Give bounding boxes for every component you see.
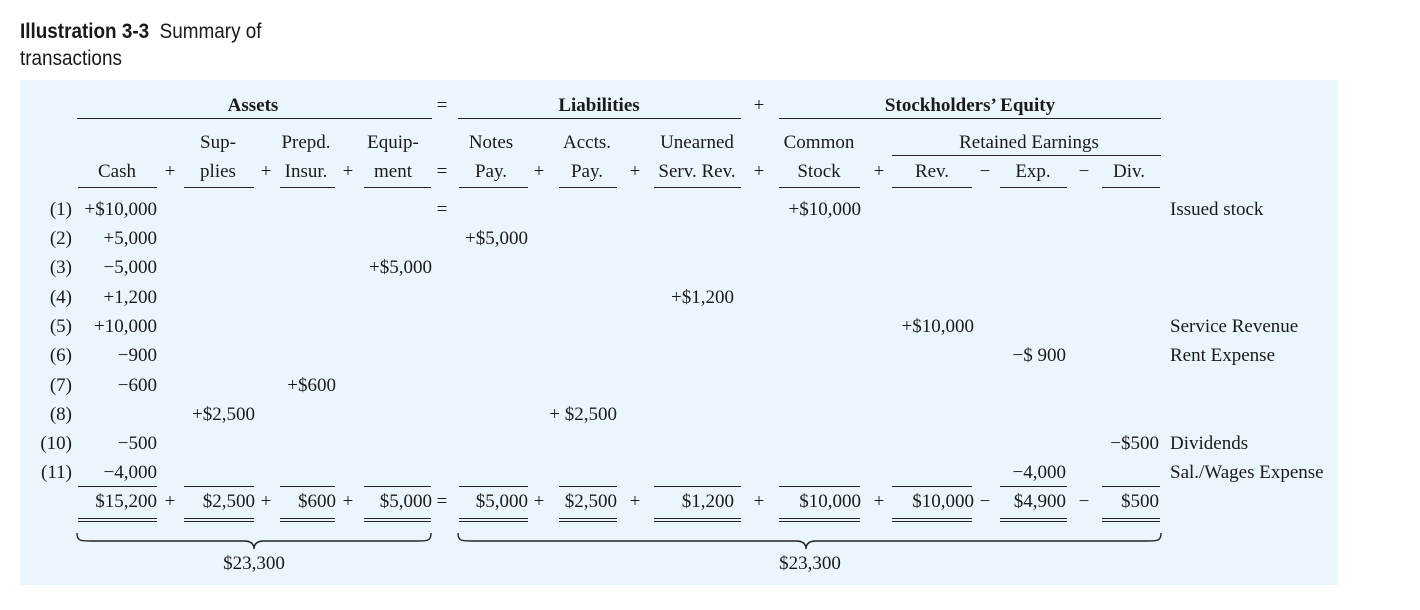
total-operator-6: + [753,491,765,512]
column-header-unearned-top: Unearned [660,132,734,153]
cell-cash: −5,000 [103,257,157,278]
cell-cash: +5,000 [103,228,157,249]
column-header-accts: Pay. [570,161,604,182]
assets-brace [77,533,431,549]
column-header-stock: Stock [797,161,841,182]
total-div: $500 [1121,491,1159,512]
total-assets-sum: $23,300 [223,553,285,574]
cell-cash: +10,000 [94,316,157,337]
illustration-caption-line1: Summary of [159,20,262,43]
cell-div: −$500 [1110,433,1159,454]
cell-cash: +1,200 [103,287,157,308]
cell-notes: +$5,000 [465,228,528,249]
total-operator-8: − [979,491,991,512]
transaction-explanation: Service Revenue [1170,316,1299,337]
total-accts: $2,500 [564,491,617,512]
equity-header: Stockholders’ Equity [884,95,1056,116]
transaction-number: (7) [49,375,72,396]
column-header-stock-top: Common [783,132,855,153]
transaction-number: (8) [49,404,72,425]
transaction-number: (10) [40,433,72,454]
column-header-notes-top: Notes [468,132,514,153]
column-header-prepaid: Insur. [284,161,328,182]
cell-equipment: +$5,000 [369,257,432,278]
total-operator-2: + [342,491,354,512]
column-header-exp: Exp. [1015,161,1051,182]
total-operator-0: + [164,491,176,512]
cell-cash: −4,000 [103,462,157,483]
total-supplies: $2,500 [202,491,255,512]
transaction-number: (5) [49,316,72,337]
transaction-explanation: Dividends [1170,433,1249,454]
column-header-cash: Cash [98,161,136,182]
header-operator-1: + [260,161,272,182]
transaction-number: (4) [49,287,72,308]
retained-earnings-header: Retained Earnings [959,132,1099,153]
header-operator-8: − [979,161,991,182]
total-operator-4: + [533,491,545,512]
column-header-supplies-top: Sup- [200,132,236,153]
header-operator-9: − [1078,161,1090,182]
column-header-unearned: Serv. Rev. [658,161,736,182]
transaction-number: (6) [49,345,72,366]
cell-cash: +$10,000 [84,199,157,220]
column-header-equipment: ment [374,161,412,182]
total-rev: $10,000 [912,491,974,512]
total-unearned: $1,200 [681,491,734,512]
column-header-div: Div. [1112,161,1146,182]
column-header-supplies: plies [200,161,236,182]
cell-unearned: +$1,200 [671,287,734,308]
transaction-explanation: Issued stock [1170,199,1264,220]
header-operator-2: + [342,161,354,182]
transaction-explanation: Rent Expense [1170,345,1276,366]
header-operator-3: = [436,161,448,182]
cell-cash: −500 [117,433,157,454]
total-operator-1: + [260,491,272,512]
assets-header: Assets [227,95,279,116]
total-cash: $15,200 [95,491,157,512]
row-equals-sign: = [436,199,448,220]
total-exp: $4,900 [1013,491,1066,512]
header-equals-sign: = [436,95,448,116]
column-header-notes: Pay. [474,161,508,182]
total-prepaid: $600 [298,491,336,512]
header-plus-sign: + [753,95,765,116]
column-header-accts-top: Accts. [562,132,612,153]
column-header-rev: Rev. [914,161,950,182]
header-operator-6: + [753,161,765,182]
liab-equity-brace [458,533,1161,549]
illustration-number: Illustration 3-3 [20,20,150,43]
total-operator-9: − [1078,491,1090,512]
column-header-prepaid-top: Prepd. [281,132,331,153]
transaction-explanation: Sal./Wages Expense [1170,462,1324,483]
transaction-number: (11) [41,462,72,483]
cell-supplies: +$2,500 [192,404,255,425]
cell-prepaid: +$600 [287,375,336,396]
transaction-number: (1) [49,199,72,220]
cell-exp: −4,000 [1012,462,1066,483]
transaction-number: (3) [49,257,72,278]
cell-exp: −$ 900 [1012,345,1066,366]
total-stock: $10,000 [799,491,861,512]
column-header-equipment-top: Equip- [367,132,419,153]
cell-cash: −600 [117,375,157,396]
cell-cash: −900 [117,345,157,366]
illustration-caption-line2: transactions [20,47,122,70]
transaction-number: (2) [49,228,72,249]
total-liabilities-equity-sum: $23,300 [779,553,841,574]
liabilities-header: Liabilities [558,95,640,116]
total-equipment: $5,000 [379,491,432,512]
header-operator-4: + [533,161,545,182]
cell-stock: +$10,000 [788,199,861,220]
header-operator-5: + [629,161,641,182]
total-operator-3: = [436,491,448,512]
header-operator-7: + [873,161,885,182]
total-notes: $5,000 [475,491,528,512]
cell-accts: + $2,500 [549,404,617,425]
total-operator-5: + [629,491,641,512]
header-operator-0: + [164,161,176,182]
cell-rev: +$10,000 [901,316,974,337]
total-operator-7: + [873,491,885,512]
